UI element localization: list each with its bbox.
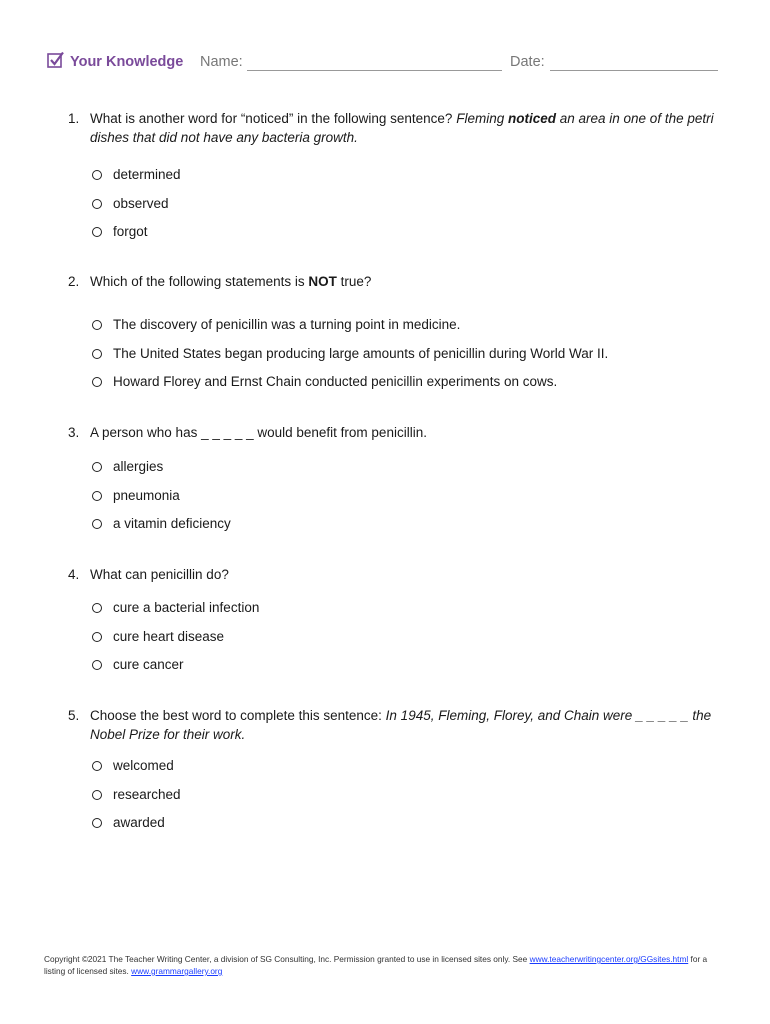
radio-circle-icon[interactable] (92, 818, 102, 828)
radio-circle-icon[interactable] (92, 519, 102, 529)
question-text: Which of the following statements is NOT true? (90, 274, 372, 289)
radio-circle-icon[interactable] (92, 199, 102, 209)
question-number: 1. (68, 111, 80, 126)
checkbox-checked-icon (47, 51, 65, 69)
radio-circle-icon[interactable] (92, 377, 102, 387)
question-number: 2. (68, 274, 80, 289)
section-title: Your Knowledge (70, 54, 184, 70)
radio-circle-icon[interactable] (92, 227, 102, 237)
question-number: 4. (68, 567, 80, 582)
copyright-footer: Copyright ©2021 The Teacher Writing Center, a division of SG Consulting, Inc. Permission granted to use in licensed sites only. See www.teacherwritingcenter.org/GGsites.html for a listing of licensed sites. www.grammargallery.org (44, 954, 708, 976)
date-label: Date: (510, 54, 545, 70)
radio-circle-icon[interactable] (92, 491, 102, 501)
radio-circle-icon[interactable] (92, 790, 102, 800)
radio-circle-icon[interactable] (92, 761, 102, 771)
radio-circle-icon[interactable] (92, 462, 102, 472)
question-number: 5. (68, 708, 80, 723)
radio-circle-icon[interactable] (92, 320, 102, 330)
worksheet-header (47, 50, 727, 76)
name-field-line[interactable] (247, 70, 502, 71)
name-label: Name: (200, 54, 243, 70)
licensed-sites-link[interactable]: www.teacherwritingcenter.org/GGsites.html (529, 954, 689, 964)
grammar-gallery-link[interactable]: www.grammargallery.org (131, 966, 223, 976)
radio-circle-icon[interactable] (92, 349, 102, 359)
radio-circle-icon[interactable] (92, 632, 102, 642)
question-text: Choose the best word to complete this sentence: In 1945, Fleming, Florey, and Chain were _ _ _ _ _ the Nobel Prize for their work. (90, 708, 712, 742)
question-text: What is another word for “noticed” in the following sentence? Fleming noticed an area in one of the petri dishes that did not have any bacteria growth. (90, 111, 714, 145)
radio-circle-icon[interactable] (92, 603, 102, 613)
question-text: What can penicillin do? (90, 567, 229, 582)
radio-circle-icon[interactable] (92, 170, 102, 180)
radio-circle-icon[interactable] (92, 660, 102, 670)
date-field-line[interactable] (550, 70, 718, 71)
question-number: 3. (68, 425, 80, 440)
question-text: A person who has _ _ _ _ _ would benefit from penicillin. (90, 425, 427, 440)
